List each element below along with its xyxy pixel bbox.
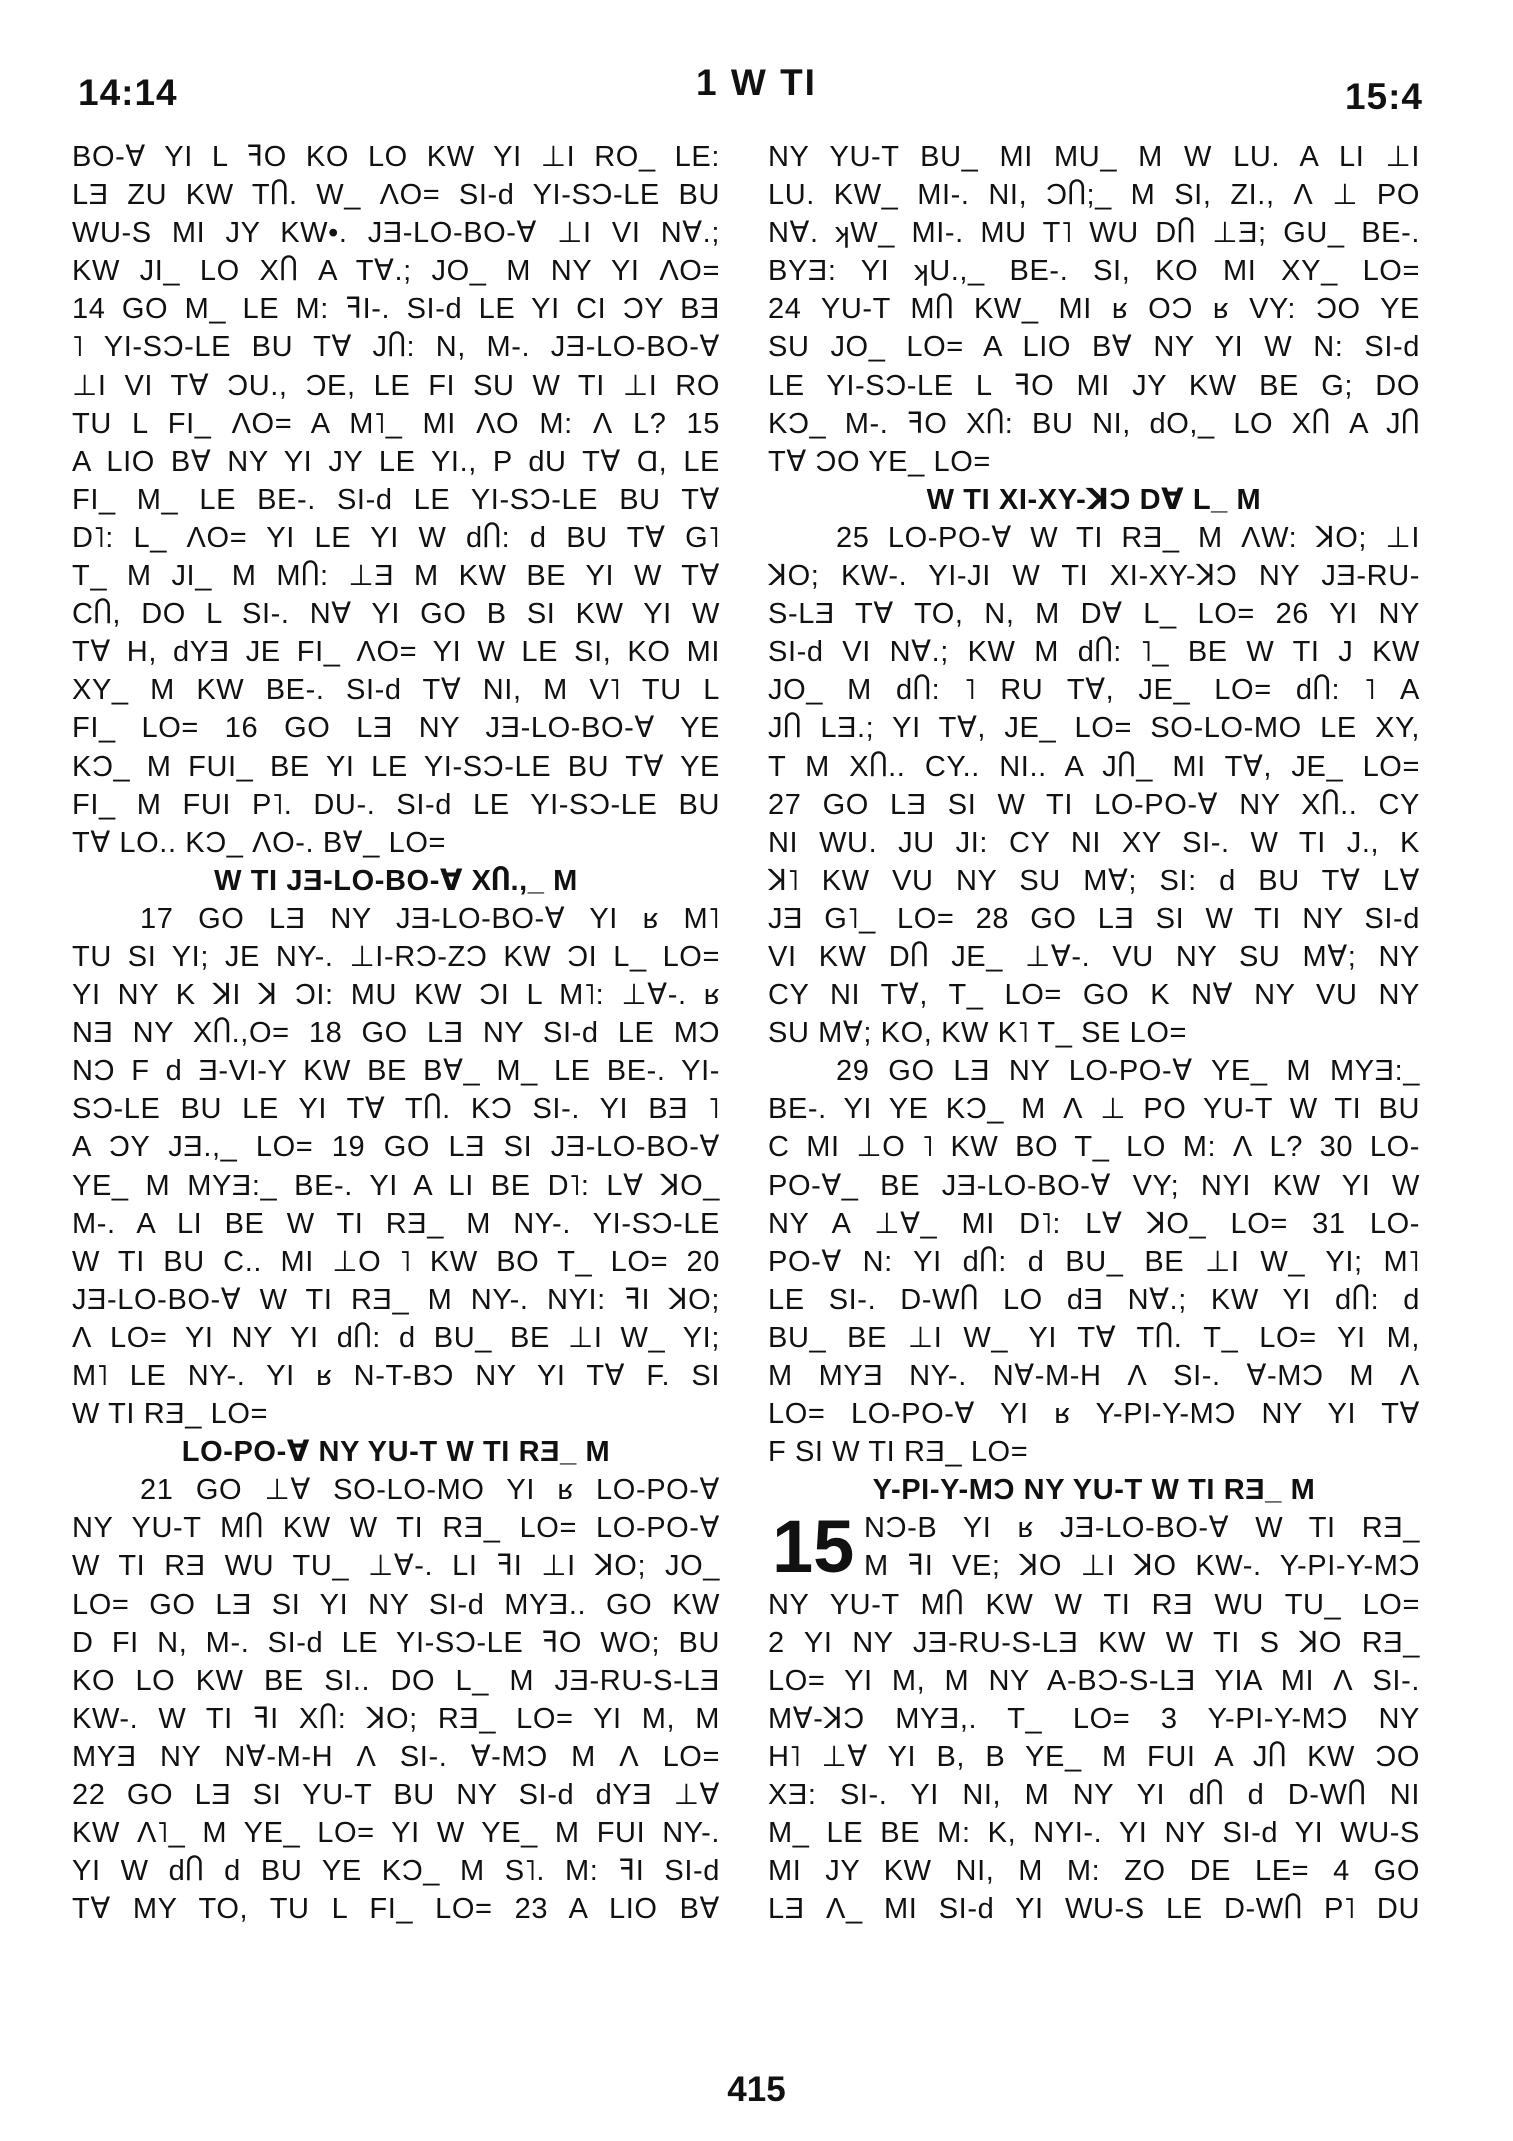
text-line: LƎ ZU KW TႶ. W_ ɅO= SI-d YI-SƆ-LE BU: [72, 179, 720, 212]
text-line: NƆ-B YI ʁ JƎ-LO-BO-Ɐ W TI RƎ_: [864, 1512, 1420, 1545]
text-line: W TI BU C.. MI ⊥O ˥ KW BO T_ LO= 20: [72, 1245, 720, 1278]
chapter-start-lines: [864, 1509, 1420, 1585]
text-line: XƎ: SI-. YI NI, M NY YI dႶ d D-WႶ NI: [768, 1779, 1420, 1812]
text-line: D FI N, M-. SI-d LE YI-SƆ-LE ꟻO WO; BU: [72, 1626, 720, 1659]
text-line: FI_ LO= 16 GO LƎ NY JƎ-LO-BO-Ɐ YE: [72, 712, 720, 745]
text-line: M-. A LI BE W TI RƎ_ M NY-. YI-SƆ-LE: [72, 1207, 720, 1240]
text-line: 22 GO LƎ SI YU-T BU NY SI-d dYƎ ⊥Ɐ: [72, 1779, 720, 1812]
text-line: LO= LO-PO-Ɐ YI ʁ Y-PI-Y-MƆ NY YI TⱯ: [768, 1398, 1420, 1431]
text-line: LU. KW_ MI-. NI, ƆႶ;_ M SI, ZI., Ʌ ⊥ PO: [768, 179, 1420, 212]
text-line: XY_ M KW BE-. SI-d TⱯ NI, M V˥ TU L: [72, 674, 720, 707]
text-line: W TI RƎ WU TU_ ⊥Ɐ-. LI ꟻI ⊥I ꓘO; JO_: [72, 1550, 720, 1583]
left-column: [72, 138, 720, 1928]
text-line: BO-Ɐ YI L ꟻO KO LO KW YI ⊥I RO_ LE:: [72, 141, 720, 173]
text-line: BE-. YI YE KƆ_ M Ʌ ⊥ PO YU-T W TI BU: [768, 1093, 1420, 1126]
text-line: T_ M JI_ M MႶ: ⊥Ǝ M KW BE YI W TⱯ: [72, 560, 720, 593]
text-line: NY A ⊥Ɐ_ MI D˥: LⱯ ꓘO_ LO= 31 LO-: [768, 1207, 1420, 1240]
paragraph-first-line: 21 GO ⊥Ɐ SO-LO-MO YI ʁ LO-PO-Ɐ: [140, 1474, 720, 1507]
text-line: NƎ NY XႶ.,O= 18 GO LƎ NY SI-d LE MƆ: [72, 1017, 720, 1050]
text-line: LO= GO LƎ SI YI NY SI-d MYƎ.. GO KW: [72, 1588, 720, 1621]
text-line: NⱯ. ʞW_ MI-. MU T˥ WU DႶ ⊥Ǝ; GU_ BE-.: [768, 217, 1420, 250]
paragraph-first-line: 17 GO LƎ NY JƎ-LO-BO-Ɐ YI ʁ M˥: [140, 902, 720, 935]
section-heading: W TI JƎ-LO-BO-Ɐ XႶ.,_ M: [214, 864, 578, 897]
text-line: FI_ M FUI P˥. DU-. SI-d LE YI-SƆ-LE BU: [72, 788, 720, 821]
text-line: SU MⱯ; KO, KW K˥ T_ SE LO=: [768, 1017, 1188, 1050]
text-line: NY YU-T BU_ MI MU_ M W LU. A LI ⊥I: [768, 141, 1420, 173]
text-line: YI NY K ꓘI ꓘ ƆI: MU KW ƆI L M˥: ⊥Ɐ-. ʁ: [72, 979, 720, 1012]
chapter-start: [768, 1505, 1420, 1589]
text-line: LƎ Ʌ_ MI SI-d YI WU-S LE D-WႶ P˥ DU: [768, 1893, 1420, 1926]
text-line: TⱯ LO.. KƆ_ ɅO-. BⱯ_ LO=: [72, 826, 447, 859]
text-line: ˥ YI-SƆ-LE BU TⱯ JႶ: N, M-. JƎ-LO-BO-Ɐ: [72, 331, 720, 364]
text-line: LE YI-SƆ-LE L ꟻO MI JY KW BE G; DO: [768, 369, 1420, 402]
right-column: [768, 138, 1420, 1928]
text-line: F SI W TI RƎ_ LO=: [768, 1436, 1029, 1469]
text-line: S-LƎ TⱯ TO, N, M DⱯ L_ LO= 26 YI NY: [768, 598, 1420, 631]
text-line: KO LO KW BE SI.. DO L_ M JƎ-RU-S-LƎ: [72, 1664, 720, 1697]
chapter-verse-start: 14:14: [78, 72, 178, 113]
text-line: SI-d VI NⱯ.; KW M dႶ: ˥_ BE W TI J KW: [768, 636, 1420, 669]
text-line: 24 YU-T MႶ KW_ MI ʁ OƆ ʁ VY: ƆO YE: [768, 293, 1420, 326]
text-line: TU L FI_ ɅO= A M˥_ MI ɅO M: Ʌ L? 15: [72, 407, 720, 440]
text-line: TU SI YI; JE NY-. ⊥I-RƆ-ZƆ KW ƆI L_ LO=: [72, 940, 720, 973]
text-line: NY YU-T MႶ KW W TI RƎ_ LO= LO-PO-Ɐ: [72, 1512, 720, 1545]
chapter-verse-end: 15:4: [1344, 76, 1423, 117]
chapter-number: 15: [772, 1505, 855, 1589]
text-line: KƆ_ M-. ꟻO XႶ: BU NI, dO,_ LO XႶ A JႶ: [768, 407, 1420, 440]
book-title: 1 W TI: [696, 62, 817, 103]
text-line: PO-Ɐ N: YI dႶ: d BU_ BE ⊥I W_ YI; M˥: [768, 1245, 1420, 1278]
text-line: 2 YI NY JƎ-RU-S-LƎ KW W TI S ꓘO RƎ_: [768, 1626, 1420, 1659]
text-line: CY NI TⱯ, T_ LO= GO K NⱯ NY VU NY: [768, 979, 1420, 1012]
text-line: W TI RƎ_ LO=: [72, 1398, 269, 1431]
section-heading: Y-PI-Y-MƆ NY YU-T W TI RƎ_ M: [872, 1474, 1316, 1507]
text-line: YE_ M MYƎ:_ BE-. YI A LI BE D˥: LⱯ ꓘO_: [72, 1169, 720, 1202]
text-line: MI JY KW NI, M M: ZO DE LE= 4 GO: [768, 1855, 1420, 1888]
text-line: NY YU-T MႶ KW W TI RƎ WU TU_ LO=: [768, 1588, 1420, 1621]
text-line: KW Ʌ˥_ M YE_ LO= YI W YE_ M FUI NY-.: [72, 1817, 720, 1850]
text-line: LO= YI M, M NY A-BƆ-S-LƎ YIA MI Ʌ SI-.: [768, 1664, 1420, 1697]
section-heading: W TI XI-XY-ꓘƆ DⱯ L_ M: [926, 483, 1262, 516]
section-heading: LO-PO-Ɐ NY YU-T W TI RƎ_ M: [181, 1436, 611, 1469]
text-line: BU_ BE ⊥I W_ YI TⱯ TႶ. T_ LO= YI M,: [768, 1321, 1420, 1354]
text-line: NI WU. JU JI: CY NI XY SI-. W TI J., K: [768, 826, 1420, 859]
text-line: PO-Ɐ_ BE JƎ-LO-BO-Ɐ VY; NYI KW YI W: [768, 1169, 1420, 1202]
text-line: C MI ⊥O ˥ KW BO T_ LO M: Ʌ L? 30 LO-: [768, 1131, 1420, 1164]
text-line: JႶ LƎ.; YI TⱯ, JE_ LO= SO-LO-MO LE XY,: [768, 712, 1420, 745]
text-line: ꓘ˥ KW VU NY SU MⱯ; SI: d BU TⱯ LⱯ: [768, 864, 1420, 897]
text-line: M˥ LE NY-. YI ʁ N-T-BƆ NY YI TⱯ F. SI: [72, 1360, 720, 1392]
text-line: D˥: L_ ɅO= YI LE YI W dႶ: d BU TⱯ G˥: [72, 521, 720, 554]
text-line: YI W dႶ d BU YE KƆ_ M S˥. M: ꟻI SI-d: [72, 1855, 720, 1888]
text-line: 14 GO M_ LE M: ꟻI-. SI-d LE YI CI ƆY BƎ: [72, 293, 720, 326]
text-line: TⱯ ƆO YE_ LO=: [768, 445, 991, 478]
text-line: H˥ ⊥Ɐ YI B, B YE_ M FUI A JႶ KW ƆO: [768, 1740, 1420, 1773]
text-line: MYƎ NY NⱯ-M-H Ʌ SI-. Ɐ-MƆ M Ʌ LO=: [72, 1740, 720, 1773]
text-line: MⱯ-ꓘƆ MYƎ,. T_ LO= 3 Y-PI-Y-MƆ NY: [768, 1702, 1420, 1735]
text-line: JO_ M dႶ: ˥ RU TⱯ, JE_ LO= dႶ: ˥ A: [768, 674, 1420, 707]
text-line: BYƎ: YI ʞU.,_ BE-. SI, KO MI XY_ LO=: [768, 255, 1420, 288]
text-line: SƆ-LE BU LE YI TⱯ TႶ. KƆ SI-. YI BƎ ˥: [72, 1093, 720, 1126]
text-line: M MYƎ NY-. NⱯ-M-H Ʌ SI-. Ɐ-MƆ M Ʌ: [768, 1360, 1420, 1392]
text-line: SU JO_ LO= A LIO BⱯ NY YI W N: SI-d: [768, 331, 1420, 364]
paragraph-first-line: 29 GO LƎ NY LO-PO-Ɐ YE_ M MYƎ:_: [836, 1055, 1420, 1088]
text-line: LE SI-. D-WႶ LO dƎ NⱯ.; KW YI dႶ: d: [768, 1283, 1420, 1316]
text-line: T M XႶ.. CY.. NI.. A JႶ_ MI TⱯ, JE_ LO=: [768, 750, 1420, 783]
text-line: M ꟻI VE; ꓘO ⊥I ꓘO KW-. Y-PI-Y-MƆ: [864, 1550, 1420, 1583]
text-line: JƎ G˥_ LO= 28 GO LƎ SI W TI NY SI-d: [768, 902, 1420, 935]
page-number: 415: [727, 2070, 786, 2109]
text-line: TⱯ H, dYƎ JE FI_ ɅO= YI W LE SI, KO MI: [72, 636, 720, 669]
text-line: A LIO BⱯ NY YI JY LE YI., P dU TⱯ Ɑ, LE: [72, 445, 720, 478]
text-line: KW-. W TI ꟻI XႶ: ꓘO; RƎ_ LO= YI M, M: [72, 1702, 720, 1735]
text-line: WU-S MI JY KW•. JƎ-LO-BO-Ɐ ⊥I VI NⱯ.;: [72, 217, 720, 250]
text-line: Ʌ LO= YI NY YI dႶ: d BU_ BE ⊥I W_ YI;: [72, 1321, 720, 1354]
text-line: KƆ_ M FUI_ BE YI LE YI-SƆ-LE BU TⱯ YE: [72, 750, 720, 783]
text-line: FI_ M_ LE BE-. SI-d LE YI-SƆ-LE BU TⱯ: [72, 483, 720, 516]
text-line: CႶ, DO L SI-. NⱯ YI GO B SI KW YI W: [72, 598, 720, 631]
text-line: ⊥I VI TⱯ ƆU., ƆE, LE FI SU W TI ⊥I RO: [72, 369, 720, 402]
text-line: 27 GO LƎ SI W TI LO-PO-Ɐ NY XႶ.. CY: [768, 788, 1420, 821]
text-line: VI KW DႶ JE_ ⊥Ɐ-. VU NY SU MⱯ; NY: [768, 940, 1420, 973]
text-line: M_ LE BE M: K, NYI-. YI NY SI-d YI WU-S: [768, 1817, 1420, 1850]
text-line: KW JI_ LO XႶ A TⱯ.; JO_ M NY YI ɅO=: [72, 255, 720, 288]
text-line: A ƆY JƎ.,_ LO= 19 GO LƎ SI JƎ-LO-BO-Ɐ: [72, 1131, 720, 1164]
text-line: NƆ F d Ǝ-VI-Y KW BE BⱯ_ M_ LE BE-. YI-: [72, 1055, 720, 1088]
text-line: TⱯ MY TO, TU L FI_ LO= 23 A LIO BⱯ: [72, 1893, 720, 1926]
text-line: ꓘO; KW-. YI-JI W TI XI-XY-ꓘƆ NY JƎ-RU-: [768, 560, 1420, 593]
text-line: JƎ-LO-BO-Ɐ W TI RƎ_ M NY-. NYI: ꟻI ꓘO;: [72, 1283, 720, 1316]
paragraph-first-line: 25 LO-PO-Ɐ W TI RƎ_ M ɅW: ꓘO; ⊥I: [836, 521, 1420, 554]
